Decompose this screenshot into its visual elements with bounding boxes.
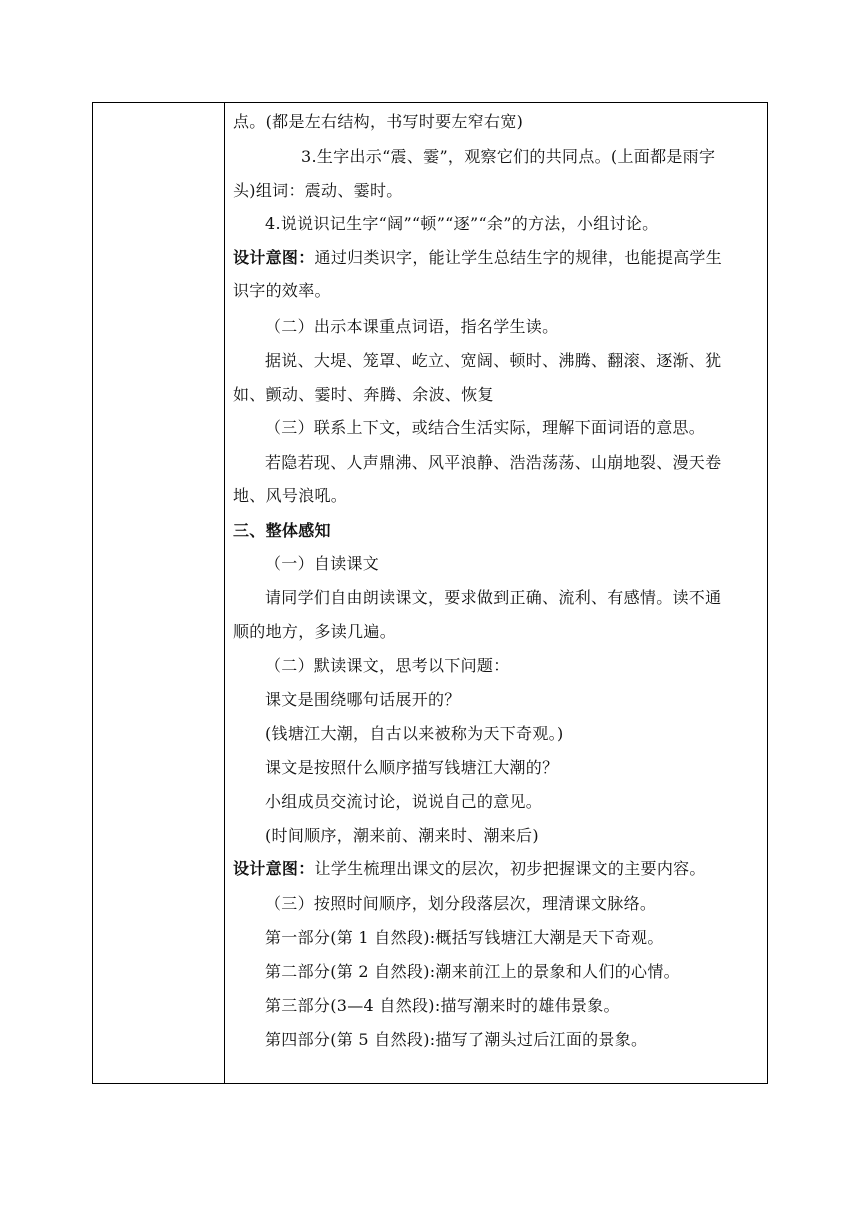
design-intent-text: 让学生梳理出课文的层次，初步把握课文的主要内容。 [314, 859, 706, 878]
text-line: 地、风号浪吼。 [233, 486, 348, 505]
design-intent-label: 设计意图： [233, 859, 315, 878]
text-line: （二）出示本课重点词语，指名学生读。 [265, 317, 559, 336]
text-line: （三）联系上下文，或结合生活实际，理解下面词语的意思。 [265, 418, 706, 437]
text-line: 识字的效率。 [233, 281, 331, 300]
text-line: 第四部分(第 5 自然段):描写了潮头过后江面的景象。 [265, 1030, 648, 1049]
left-column-cell [93, 103, 225, 1083]
text-line: 4.说说识记生字“阔”“顿”“逐”“余”的方法，小组讨论。 [265, 214, 659, 233]
text-line: 3.生字出示“震、霎”，观察它们的共同点。(上面都是雨字 [301, 147, 716, 166]
text-line: （二）默读课文，思考以下问题： [265, 656, 510, 675]
lesson-table [92, 102, 768, 1084]
design-intent-text: 通过归类识字，能让学生总结生字的规律，也能提高学生 [314, 248, 723, 267]
text-line: 如、颤动、霎时、奔腾、余波、恢复 [233, 385, 494, 404]
text-line: 若隐若现、人声鼎沸、风平浪静、浩浩荡荡、山崩地裂、漫天卷 [265, 453, 722, 472]
text-line: 小组成员交流讨论，说说自己的意见。 [265, 792, 543, 811]
design-intent-line [233, 859, 706, 879]
text-line: 课文是按照什么顺序描写钱塘江大潮的？ [265, 758, 559, 777]
text-line: 第二部分(第 2 自然段):潮来前江上的景象和人们的心情。 [265, 962, 680, 981]
text-line: (钱塘江大潮，自古以来被称为天下奇观。) [265, 724, 564, 743]
design-intent-label: 设计意图： [233, 248, 315, 267]
text-line: （一）自读课文 [265, 554, 380, 573]
text-line: 顺的地方，多读几遍。 [233, 622, 397, 641]
text-line: 请同学们自由朗读课文，要求做到正确、流利、有感情。读不通 [265, 588, 722, 607]
text-line: 据说、大堤、笼罩、屹立、宽阔、顿时、沸腾、翻滚、逐渐、犹 [265, 351, 722, 370]
text-line: (时间顺序，潮来前、潮来时、潮来后) [265, 826, 539, 845]
text-line: 头)组词：震动、霎时。 [233, 181, 403, 200]
text-line: 第三部分(3—4 自然段):描写潮来时的雄伟景象。 [265, 996, 620, 1015]
text-line: 课文是围绕哪句话展开的？ [265, 690, 461, 709]
text-line: 第一部分(第 1 自然段):概括写钱塘江大潮是天下奇观。 [265, 928, 664, 947]
text-line: （三）按照时间顺序，划分段落层次，理清课文脉络。 [265, 894, 657, 913]
content-cell [225, 103, 767, 1083]
text-line: 点。(都是左右结构，书写时要左窄右宽) [233, 112, 524, 131]
section-heading: 三、整体感知 [233, 521, 331, 540]
design-intent-line [233, 248, 722, 268]
